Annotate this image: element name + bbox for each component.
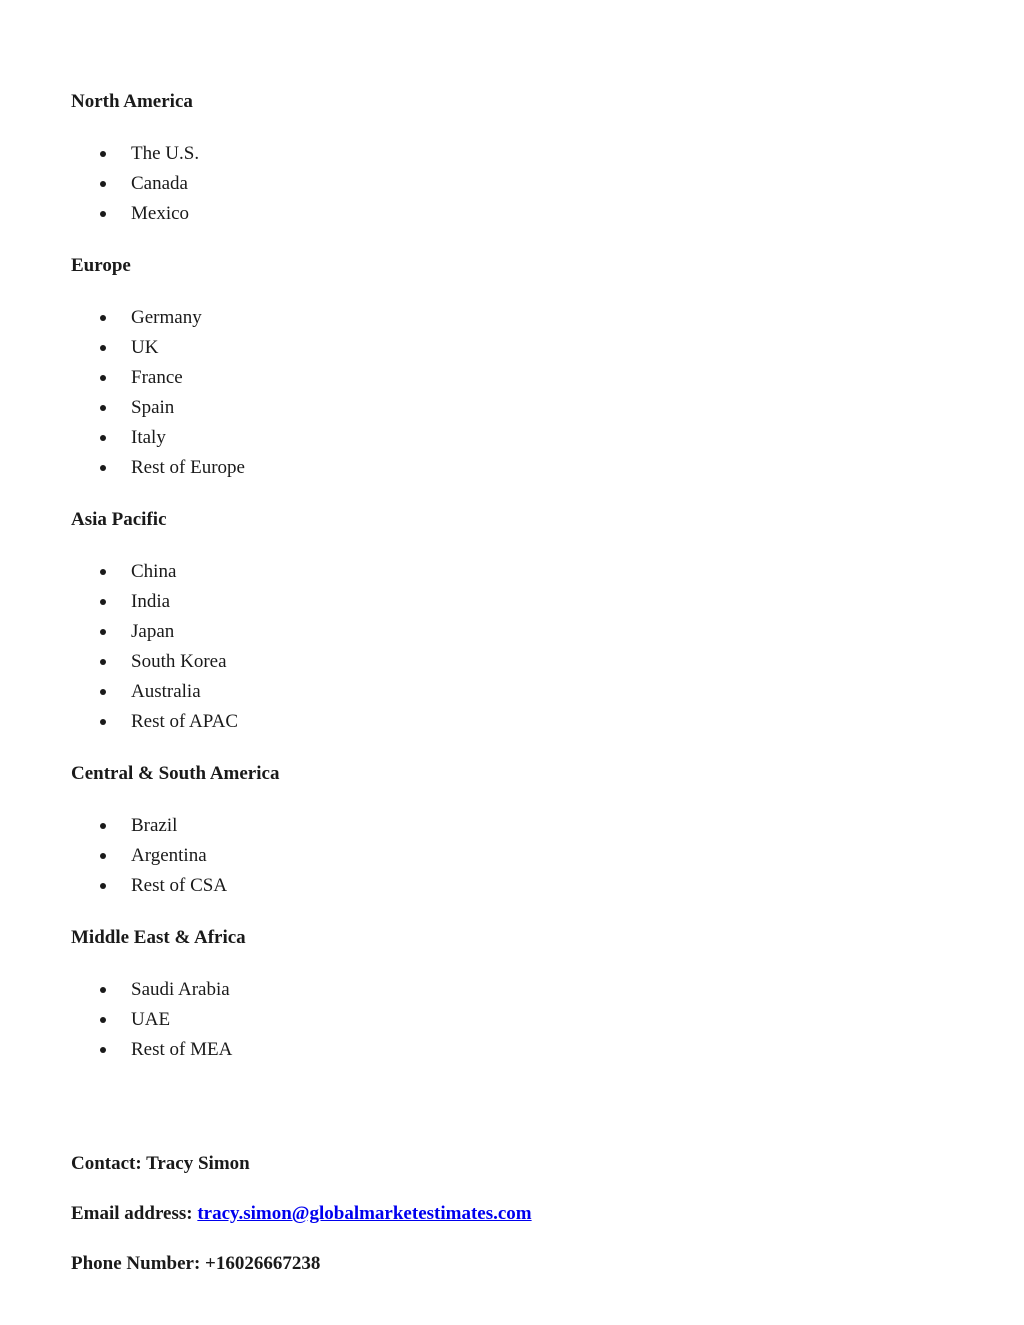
country-label: India: [131, 591, 171, 612]
region-title: Asia Pacific: [71, 509, 167, 530]
country-label: Rest of APAC: [131, 711, 238, 732]
list-item: [71, 587, 971, 617]
list-item: [71, 1035, 971, 1065]
phone-number: Phone Number: +16026667238: [71, 1253, 321, 1274]
country-label: Italy: [131, 427, 166, 448]
bullet-icon: [100, 599, 106, 605]
region-title: North America: [71, 91, 193, 112]
list-item: [71, 677, 971, 707]
country-list: [71, 975, 971, 1065]
country-label: Spain: [131, 397, 175, 418]
country-label: Rest of MEA: [131, 1039, 233, 1060]
bullet-icon: [100, 689, 106, 695]
country-label: Saudi Arabia: [131, 979, 230, 1000]
list-item: [71, 557, 971, 587]
list-item: [71, 617, 971, 647]
country-label: China: [131, 561, 177, 582]
country-list: [71, 303, 971, 483]
country-label: Japan: [131, 621, 175, 642]
region-title: Central & South America: [71, 763, 280, 784]
list-item: [71, 647, 971, 677]
list-item: [71, 841, 971, 871]
list-item: [71, 453, 971, 483]
country-label: UAE: [131, 1009, 171, 1030]
bullet-icon: [100, 823, 106, 829]
list-item: [71, 169, 971, 199]
country-label: Mexico: [131, 203, 190, 224]
region-title: Middle East & Africa: [71, 927, 246, 948]
email-link[interactable]: tracy.simon@globalmarketestimates.com: [197, 1203, 532, 1224]
bullet-icon: [100, 435, 106, 441]
email-line: [71, 1201, 971, 1227]
country-label: Germany: [131, 307, 202, 328]
list-item: [71, 333, 971, 363]
bullet-icon: [100, 1047, 106, 1053]
bullet-icon: [100, 315, 106, 321]
bullet-icon: [100, 659, 106, 665]
country-list: [71, 139, 971, 229]
bullet-icon: [100, 465, 106, 471]
bullet-icon: [100, 569, 106, 575]
country-list: [71, 557, 971, 737]
bullet-icon: [100, 151, 106, 157]
country-label: France: [131, 367, 183, 388]
list-item: [71, 871, 971, 901]
region-asia-pacific: [71, 507, 971, 737]
bullet-icon: [100, 1017, 106, 1023]
list-item: [71, 423, 971, 453]
list-item: [71, 811, 971, 841]
contact-section: [71, 1151, 971, 1301]
bullet-icon: [100, 719, 106, 725]
region-europe: [71, 253, 971, 483]
contact-name: Contact: Tracy Simon: [71, 1153, 250, 1174]
email-label: Email address:: [71, 1203, 198, 1224]
bullet-icon: [100, 629, 106, 635]
country-label: Argentina: [131, 845, 207, 866]
list-item: [71, 303, 971, 333]
bullet-icon: [100, 405, 106, 411]
country-label: Australia: [131, 681, 201, 702]
bullet-icon: [100, 181, 106, 187]
country-label: Brazil: [131, 815, 178, 836]
country-label: UK: [131, 337, 159, 358]
bullet-icon: [100, 375, 106, 381]
list-item: [71, 139, 971, 169]
country-label: The U.S.: [131, 143, 200, 164]
bullet-icon: [100, 853, 106, 859]
list-item: [71, 1005, 971, 1035]
bullet-icon: [100, 211, 106, 217]
bullet-icon: [100, 345, 106, 351]
list-item: [71, 393, 971, 423]
country-label: South Korea: [131, 651, 227, 672]
region-north-america: [71, 89, 971, 229]
list-item: [71, 707, 971, 737]
bullet-icon: [100, 987, 106, 993]
region-title: Europe: [71, 255, 131, 276]
region-central-south-america: [71, 761, 971, 901]
regions-section: [71, 89, 971, 1089]
list-item: [71, 363, 971, 393]
country-label: Rest of CSA: [131, 875, 228, 896]
country-label: Canada: [131, 173, 188, 194]
list-item: [71, 975, 971, 1005]
region-middle-east-africa: [71, 925, 971, 1065]
list-item: [71, 199, 971, 229]
bullet-icon: [100, 883, 106, 889]
country-label: Rest of Europe: [131, 457, 245, 478]
country-list: [71, 811, 971, 901]
